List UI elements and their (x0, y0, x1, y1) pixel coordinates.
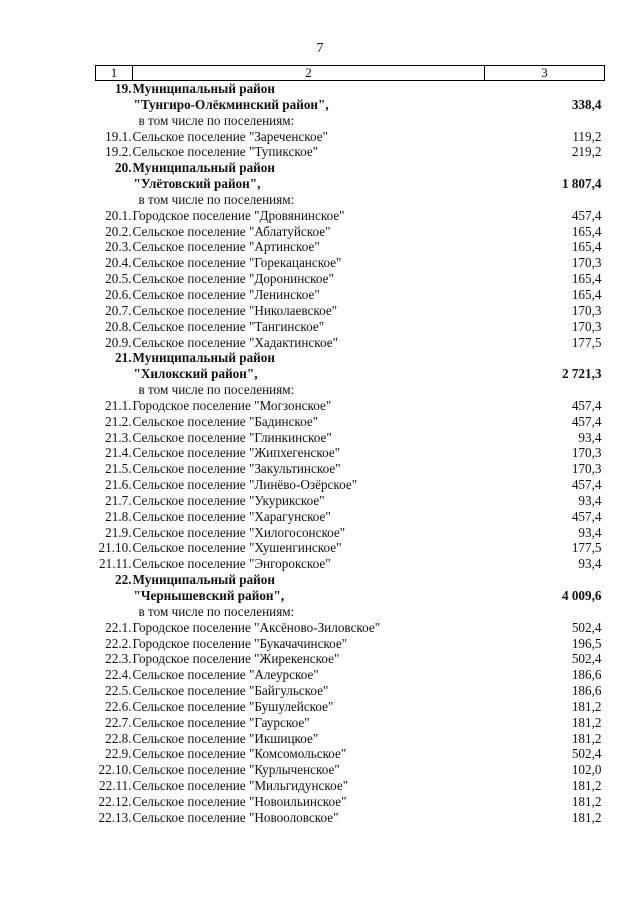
district-row (96, 160, 605, 176)
settlement-name: Городское поселение "Аксёново-Зиловское" (132, 619, 381, 635)
amount-value: 181,2 (571, 778, 602, 794)
page-number: 7 (316, 41, 324, 56)
settlement-row (96, 430, 605, 446)
amount-value: 119,2 (572, 128, 602, 144)
amount-value: 181,2 (571, 809, 602, 825)
row-number (96, 113, 133, 129)
settlement-row (96, 303, 605, 319)
district-total: 2 721,3 (561, 366, 602, 382)
column-header-3: 3 (485, 66, 605, 81)
settlement-name: Сельское поселение "Горекацанское" (132, 255, 342, 271)
row-number: 20.5. (105, 271, 132, 287)
amount-value: 181,2 (571, 730, 602, 746)
settlement-name: Сельское поселение "Байгульское" (132, 683, 329, 699)
table-body (96, 81, 605, 826)
row-number: 21.3. (105, 429, 132, 445)
row-number: 21.6. (105, 477, 132, 493)
settlement-row (96, 620, 605, 636)
row-number: 21. (115, 350, 132, 366)
settlement-name: Сельское поселение "Новоильинское" (132, 793, 347, 809)
table-header (96, 66, 605, 81)
settlement-name: Сельское поселение "Укурикское" (132, 492, 325, 508)
amount-value: 102,0 (571, 762, 602, 778)
settlement-name: Сельское поселение "Харагунское" (132, 508, 331, 524)
settlement-row (96, 239, 605, 255)
row-number: 21.5. (105, 461, 132, 477)
amount-value: 170,3 (571, 445, 602, 461)
amount-value: 186,6 (571, 667, 602, 683)
row-number: 20.1. (105, 207, 132, 223)
settlements-intro: в том числе по поселениям: (138, 112, 295, 128)
settlement-row (96, 540, 605, 556)
settlement-row (96, 493, 605, 509)
amount-value: 181,2 (571, 793, 602, 809)
row-number: 22. (115, 572, 132, 588)
settlements-intro: в том числе по поселениям: (138, 603, 295, 619)
settlement-name: Сельское поселение "Комсомольское" (132, 746, 347, 762)
amount-value: 93,4 (578, 429, 602, 445)
amount-value (485, 192, 605, 208)
settlement-row (96, 778, 605, 794)
settlement-row (96, 810, 605, 826)
district-row (96, 176, 605, 192)
amount-value: 170,3 (571, 318, 602, 334)
settlement-name: Сельское поселение "Зареченское" (132, 128, 329, 144)
budget-allocation-table (95, 65, 605, 826)
settlement-name: Сельское поселение "Тангинское" (132, 318, 325, 334)
district-row (96, 588, 605, 604)
amount-value: 502,4 (571, 746, 602, 762)
amount-value: 457,4 (571, 477, 602, 493)
row-number: 19. (115, 81, 132, 96)
amount-value: 181,2 (571, 714, 602, 730)
settlement-name: Сельское поселение "Артинское" (132, 239, 320, 255)
district-name: Муниципальный район (132, 160, 275, 176)
settlement-row (96, 651, 605, 667)
settlement-name: Сельское поселение "Закультинское" (132, 461, 341, 477)
amount-value: 93,4 (578, 524, 602, 540)
row-number: 21.11. (99, 556, 132, 572)
row-number: 19.1. (105, 128, 132, 144)
row-number: 22.10. (98, 762, 132, 778)
settlement-name: Сельское поселение "Новооловское" (132, 809, 339, 825)
settlement-row (96, 699, 605, 715)
settlement-name: Сельское поселение "Жипхегенское" (132, 445, 341, 461)
settlement-name: Сельское поселение "Тупикское" (132, 144, 319, 160)
amount-value: 170,3 (571, 255, 602, 271)
row-number: 22.6. (105, 698, 132, 714)
settlements-intro: в том числе по поселениям: (138, 382, 295, 398)
settlement-row (96, 445, 605, 461)
row-number: 20.2. (105, 223, 132, 239)
amount-value: 170,3 (571, 461, 602, 477)
settlement-name: Городское поселение "Жирекенское" (132, 651, 340, 667)
row-number (96, 382, 133, 398)
settlement-row (96, 144, 605, 160)
row-number: 22.1. (105, 619, 132, 635)
row-number (96, 604, 133, 620)
settlement-name: Сельское поселение "Бушулейское" (132, 698, 334, 714)
settlement-row (96, 208, 605, 224)
settlement-name: Сельское поселение "Икшицкое" (132, 730, 319, 746)
settlement-name: Сельское поселение "Аблатуйское" (132, 223, 331, 239)
amount-value: 93,4 (578, 556, 602, 572)
district-row (96, 572, 605, 588)
subheader-row (96, 604, 605, 620)
row-number (96, 97, 133, 113)
row-number (96, 366, 133, 382)
settlement-row (96, 255, 605, 271)
settlement-name: Городское поселение "Могзонское" (132, 397, 332, 413)
settlement-name: Сельское поселение "Хушенгинское" (132, 540, 342, 556)
settlement-row (96, 556, 605, 572)
settlement-name: Сельское поселение "Глинкинское" (132, 429, 332, 445)
district-name: Муниципальный район (132, 572, 275, 588)
row-number: 20. (115, 160, 132, 176)
amount-value (485, 604, 605, 620)
row-number: 21.2. (105, 413, 132, 429)
settlement-name: Городское поселение "Дровянинское" (132, 207, 345, 223)
amount-value: 186,6 (571, 683, 602, 699)
row-number: 22.2. (105, 635, 132, 651)
subheader-row (96, 113, 605, 129)
settlement-name: Сельское поселение "Алеурское" (132, 667, 319, 683)
row-number: 22.13. (98, 809, 132, 825)
district-total: 1 807,4 (561, 176, 602, 192)
row-number: 20.4. (105, 255, 132, 271)
district-total (485, 160, 605, 176)
settlement-name: Сельское поселение "Курлыченское" (132, 762, 340, 778)
district-total: 338,4 (571, 96, 602, 112)
settlement-name: Сельское поселение "Линёво-Озёрское" (132, 477, 358, 493)
settlement-row (96, 398, 605, 414)
settlement-row (96, 636, 605, 652)
row-number: 20.3. (105, 239, 132, 255)
amount-value: 457,4 (571, 508, 602, 524)
row-number: 21.9. (105, 524, 132, 540)
settlement-row (96, 414, 605, 430)
amount-value: 165,4 (571, 239, 602, 255)
settlement-row (96, 224, 605, 240)
amount-value: 181,2 (571, 698, 602, 714)
row-number: 20.8. (105, 318, 132, 334)
settlement-row (96, 287, 605, 303)
district-name: "Чернышевский район", (133, 588, 285, 603)
row-number (96, 176, 133, 192)
row-number: 20.7. (105, 302, 132, 318)
row-number: 22.3. (105, 651, 132, 667)
district-name: Муниципальный район (132, 81, 275, 96)
amount-value: 165,4 (571, 223, 602, 239)
settlement-row (96, 762, 605, 778)
column-number-row (96, 66, 605, 81)
row-number: 22.8. (105, 730, 132, 746)
district-total (485, 350, 605, 366)
settlement-row (96, 731, 605, 747)
district-total (485, 81, 605, 97)
row-number: 21.4. (105, 445, 132, 461)
district-name: Муниципальный район (132, 350, 275, 366)
column-header-1: 1 (96, 66, 133, 81)
settlement-row (96, 271, 605, 287)
settlement-name: Сельское поселение "Бадинское" (132, 413, 319, 429)
row-number: 21.1. (105, 397, 132, 413)
amount-value: 177,5 (571, 334, 602, 350)
row-number: 22.9. (105, 746, 132, 762)
district-row (96, 350, 605, 366)
settlement-name: Сельское поселение "Ленинское" (132, 286, 320, 302)
row-number: 21.8. (105, 508, 132, 524)
row-number: 20.6. (105, 286, 132, 302)
settlement-row (96, 667, 605, 683)
amount-value: 165,4 (571, 271, 602, 287)
amount-value (485, 113, 605, 129)
settlement-name: Сельское поселение "Хадактинское" (132, 334, 338, 350)
row-number (96, 192, 133, 208)
settlement-name: Сельское поселение "Хилогосонское" (132, 524, 346, 540)
column-header-2: 2 (133, 66, 485, 81)
district-row (96, 366, 605, 382)
amount-value: 93,4 (578, 492, 602, 508)
amount-value: 457,4 (571, 397, 602, 413)
row-number: 22.5. (105, 683, 132, 699)
amount-value (485, 382, 605, 398)
row-number: 21.7. (105, 492, 132, 508)
settlement-row (96, 129, 605, 145)
row-number: 21.10. (98, 540, 132, 556)
row-number: 22.11. (99, 778, 132, 794)
row-number: 22.7. (105, 714, 132, 730)
district-total: 4 009,6 (561, 588, 602, 603)
settlement-name: Сельское поселение "Энгорокское" (132, 556, 331, 572)
settlement-row (96, 461, 605, 477)
settlement-row (96, 509, 605, 525)
settlement-name: Сельское поселение "Мильгидунское" (132, 778, 349, 794)
settlements-intro: в том числе по поселениям: (138, 191, 295, 207)
district-name: "Хилокский район", (133, 366, 258, 382)
settlement-name: Сельское поселение "Николаевское" (132, 302, 338, 318)
settlement-row (96, 319, 605, 335)
row-number: 19.2. (105, 144, 132, 160)
amount-value: 196,5 (571, 635, 602, 651)
settlement-row (96, 477, 605, 493)
settlement-row (96, 746, 605, 762)
amount-value: 219,2 (571, 144, 602, 160)
settlement-row (96, 794, 605, 810)
settlement-row (96, 715, 605, 731)
district-name: "Тунгиро-Олёкминский район", (133, 96, 329, 112)
district-total (485, 572, 605, 588)
amount-value: 502,4 (571, 651, 602, 667)
amount-value: 165,4 (571, 286, 602, 302)
amount-value: 502,4 (571, 619, 602, 635)
district-name: "Улётовский район", (133, 176, 261, 192)
settlement-name: Городское поселение "Букачачинское" (132, 635, 348, 651)
amount-value: 457,4 (571, 413, 602, 429)
amount-value: 170,3 (571, 302, 602, 318)
amount-value: 177,5 (571, 540, 602, 556)
settlement-row (96, 683, 605, 699)
district-row (96, 97, 605, 113)
district-row (96, 81, 605, 97)
amount-value: 457,4 (571, 207, 602, 223)
settlement-row (96, 525, 605, 541)
row-number: 22.12. (98, 793, 132, 809)
settlement-row (96, 335, 605, 351)
settlement-name: Сельское поселение "Доронинское" (132, 271, 334, 287)
subheader-row (96, 382, 605, 398)
settlement-name: Сельское поселение "Гаурское" (132, 714, 310, 730)
row-number (96, 588, 133, 604)
row-number: 20.9. (105, 334, 132, 350)
row-number: 22.4. (105, 667, 132, 683)
subheader-row (96, 192, 605, 208)
